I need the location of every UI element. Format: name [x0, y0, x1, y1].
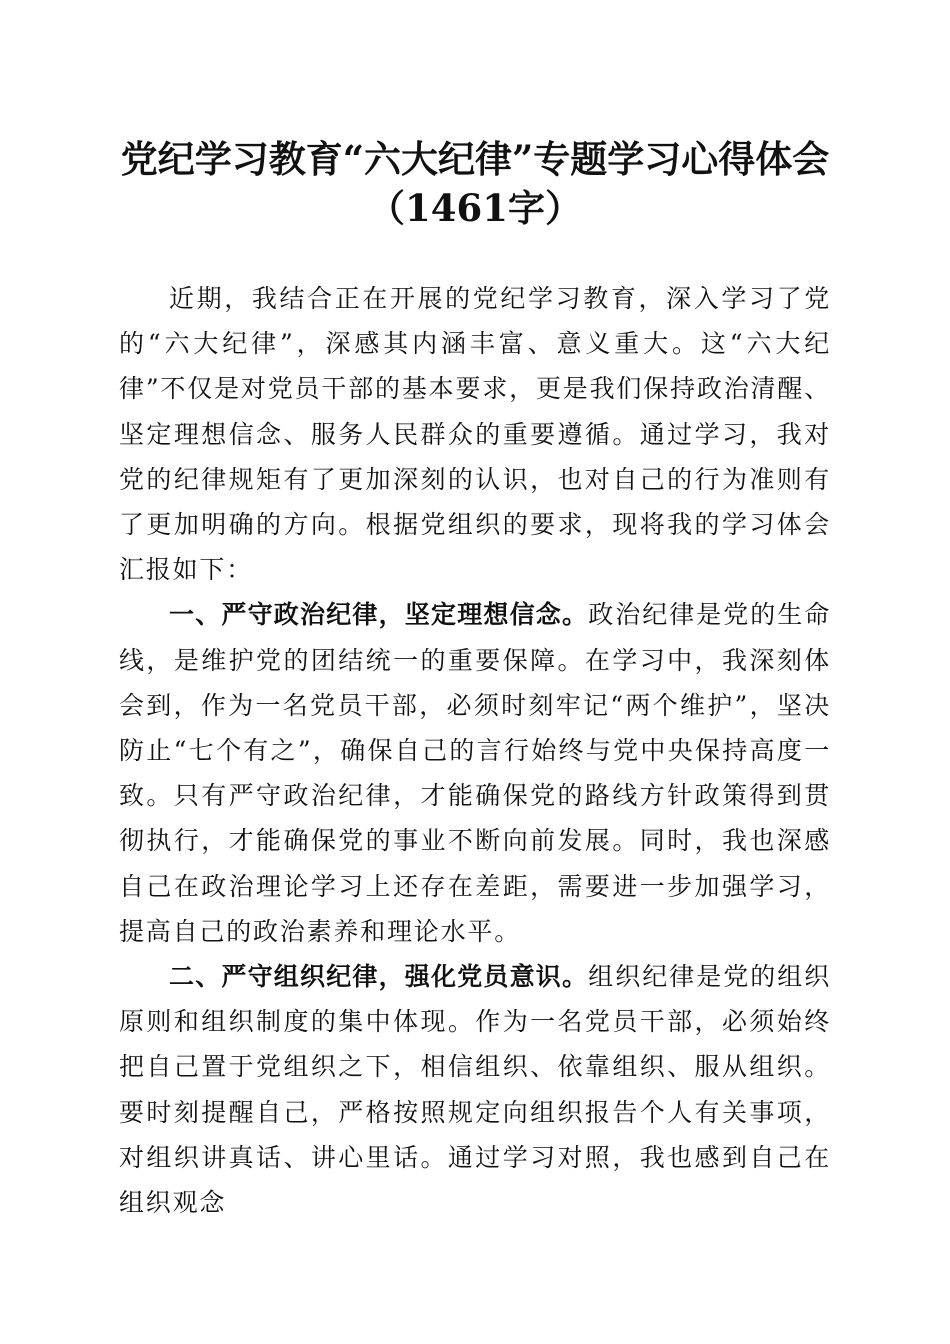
- document-body: [119, 276, 831, 1225]
- paragraph-organizational-discipline: [119, 954, 831, 1225]
- paragraph-text: 政治纪律是党的生命线，是维护党的团结统一的重要保障。在学习中，我深刻体会到，作为一名党员干部，必须时刻牢记“两个维护”，坚决防止“七个有之”，确保自己的言行始终与党中央保持高度一致。只有严守政治纪律，才能确保党的路线方针政策得到贯彻执行，才能确保党的事业不断向前发展。同时，我也深感自己在政治理论学习上还存在差距，需要进一步加强学习，提高自己的政治素养和理论水平。: [119, 600, 831, 946]
- paragraph-political-discipline: [119, 592, 831, 954]
- paragraph-text: 近期，我结合正在开展的党纪学习教育，深入学习了党的“六大纪律”，深感其内涵丰富、意义重大。这“六大纪律”不仅是对党员干部的基本要求，更是我们保持政治清醒、坚定理想信念、服务人民群众的重要遵循。通过学习，我对党的纪律规矩有了更加深刻的认识，也对自己的行为准则有了更加明确的方向。根据党组织的要求，现将我的学习体会汇报如下：: [119, 284, 831, 585]
- paragraph-text: 组织纪律是党的组织原则和组织制度的集中体现。作为一名党员干部，必须始终把自己置于党组织之下，相信组织、依靠组织、服从组织。要时刻提醒自己，严格按照规定向组织报告个人有关事项，对组织讲真话、讲心里话。通过学习对照，我也感到自己在组织观念: [119, 962, 831, 1218]
- document-subtitle-word-count: （1461字）: [368, 186, 582, 230]
- document-title: 党纪学习教育“六大纪律”专题学习心得体会: [120, 137, 830, 181]
- paragraph-intro: [119, 276, 831, 592]
- section-heading: 一、严守政治纪律，坚定理想信念。: [169, 600, 589, 630]
- section-heading: 二、严守组织纪律，强化党员意识。: [169, 962, 589, 992]
